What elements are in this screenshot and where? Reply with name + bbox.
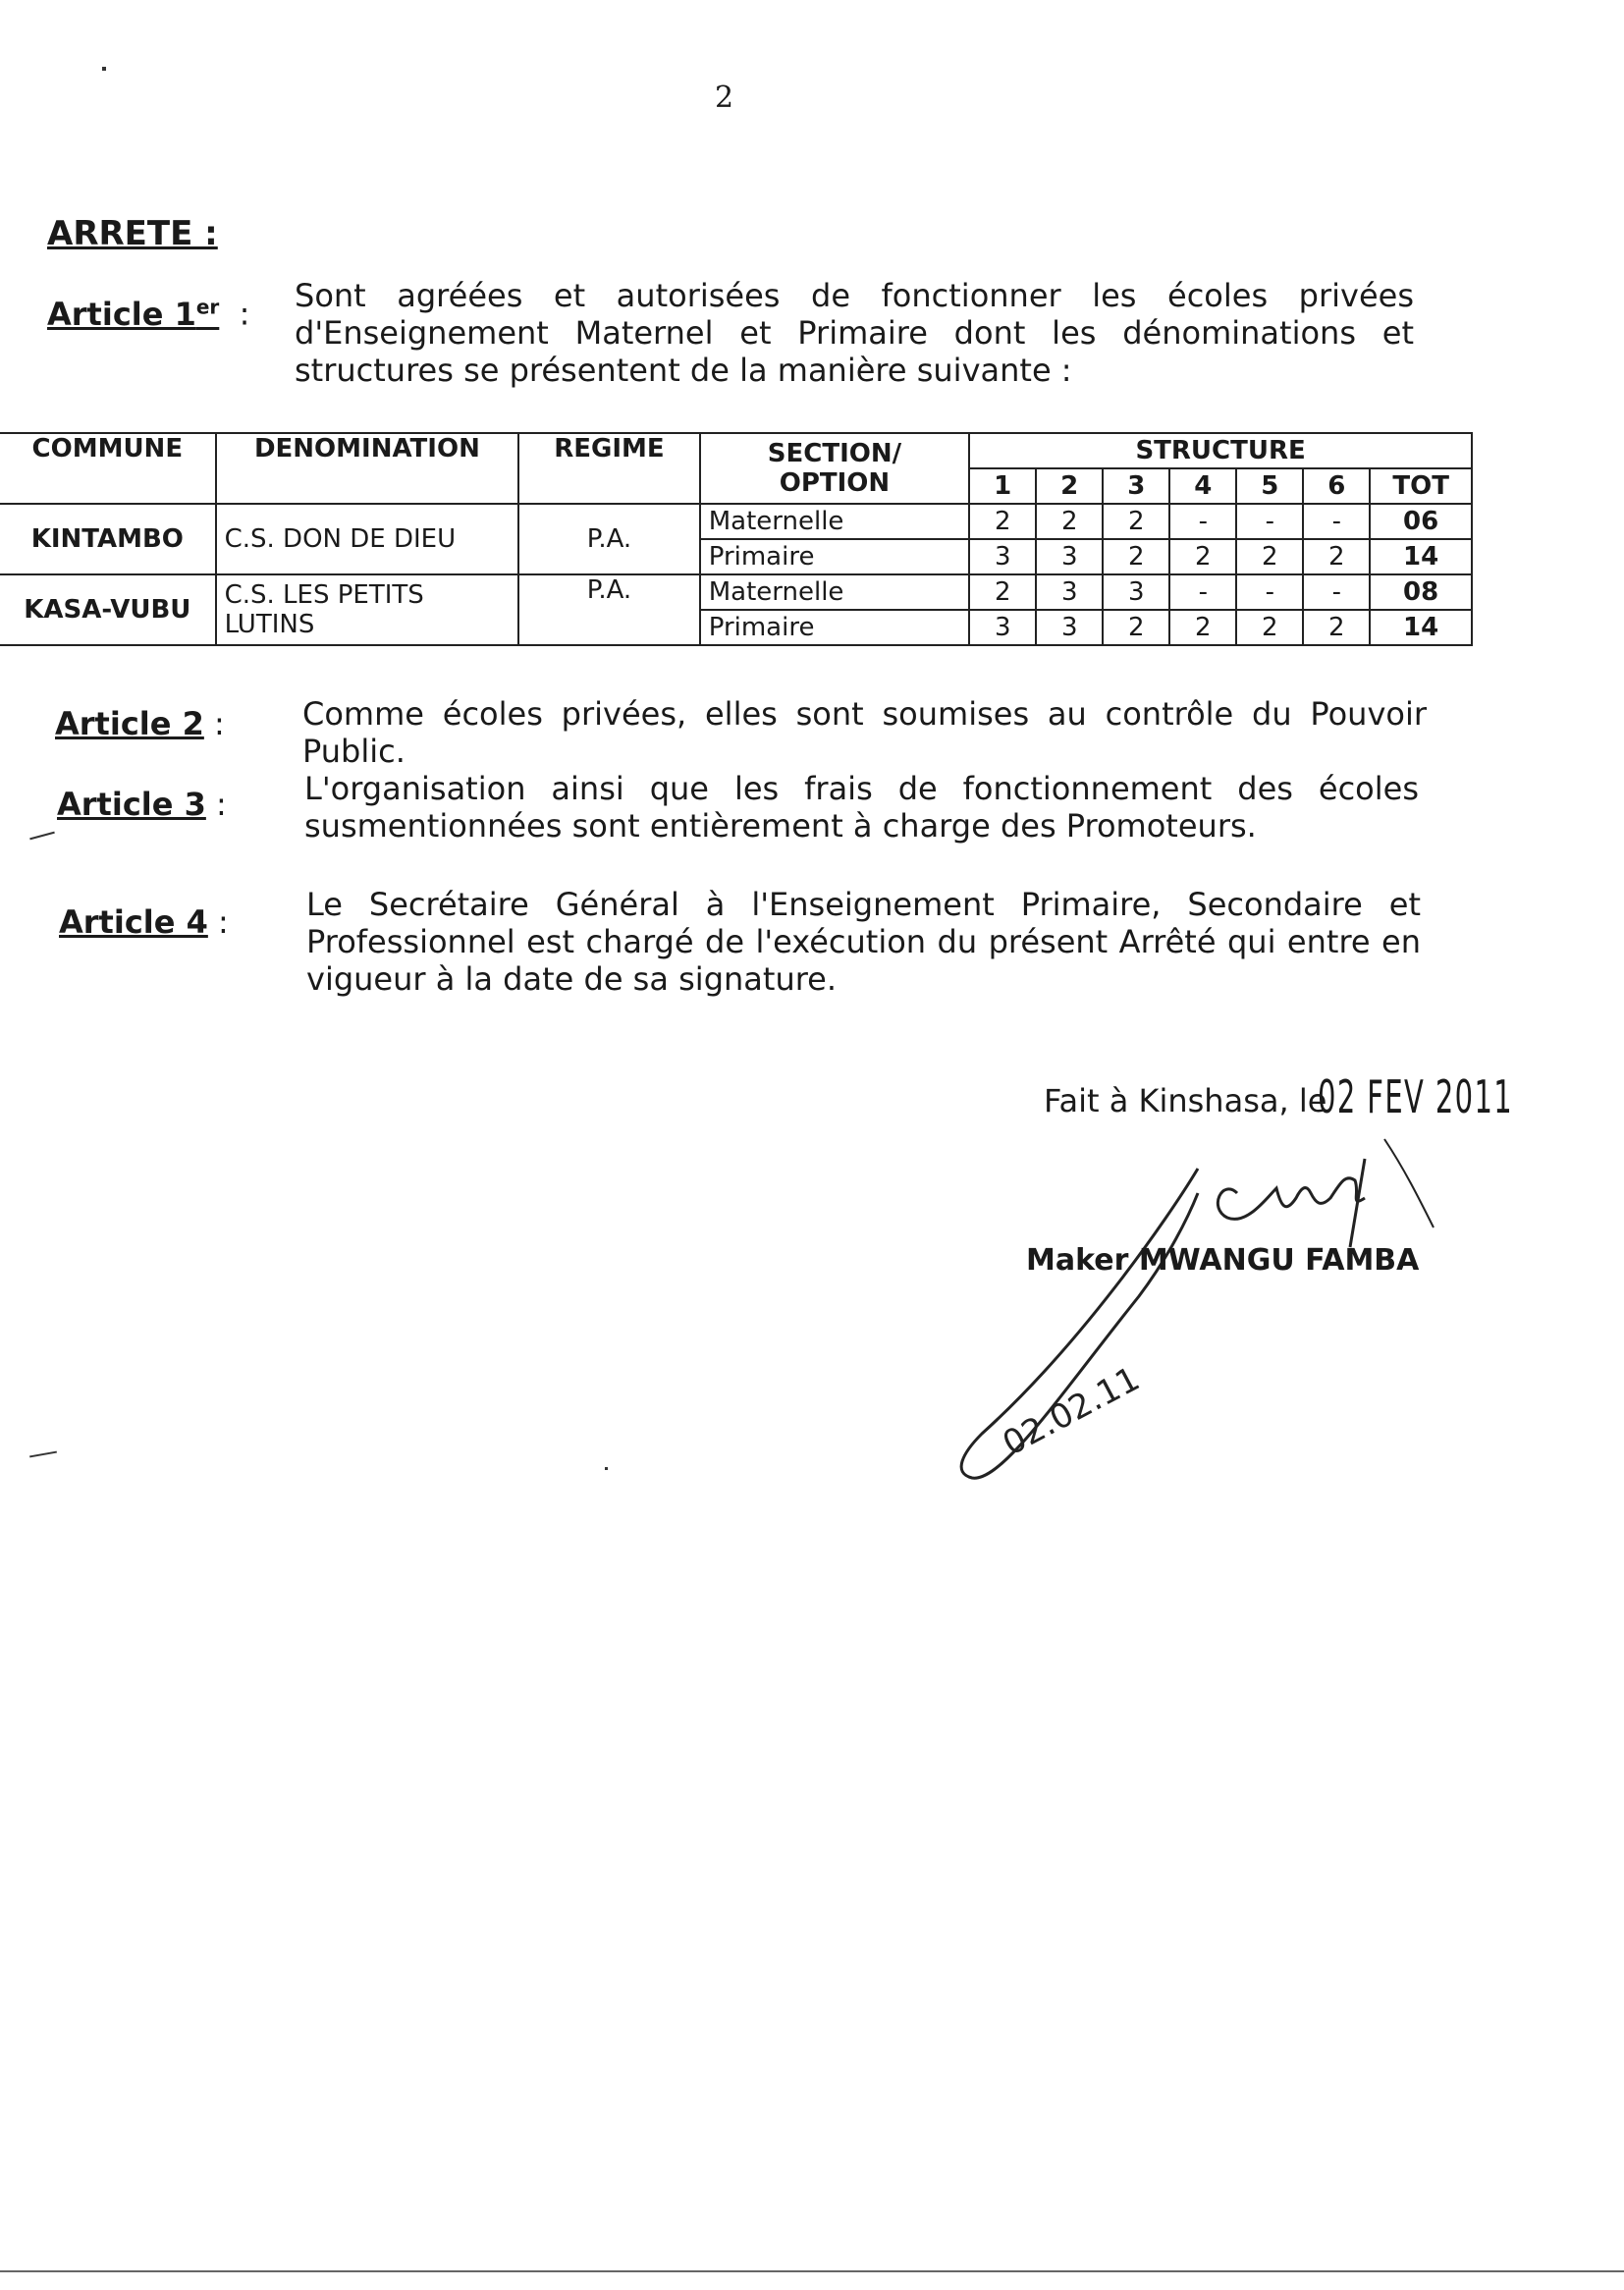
school-2-mat-total: 08 xyxy=(1370,574,1472,610)
header-total: TOT xyxy=(1370,468,1472,504)
page-number: 2 xyxy=(715,81,734,115)
article-3-text: L'organisation ainsi que les frais de fonctionnement des écoles susmentionnées sont entièrement à charge des Promoteurs. xyxy=(304,770,1419,845)
arrete-heading: ARRETE : xyxy=(47,214,218,253)
school-2-regime: P.A. xyxy=(518,574,700,645)
signature-drawing xyxy=(943,1100,1492,1512)
school-2-section-primaire: Primaire xyxy=(700,610,969,645)
school-2-denomination: C.S. LES PETITS LUTINS xyxy=(216,574,519,645)
school-1-prim-level-6: 2 xyxy=(1303,539,1370,574)
schools-structure-table xyxy=(0,432,1473,646)
scan-speck xyxy=(102,67,106,71)
header-level-6: 6 xyxy=(1303,468,1370,504)
article-2-text: Comme écoles privées, elles sont soumises au contrôle du Pouvoir Public. xyxy=(302,695,1427,770)
school-1-mat-level-5: - xyxy=(1236,504,1303,539)
school-2-prim-level-5: 2 xyxy=(1236,610,1303,645)
article-1-label: Article 1er : xyxy=(47,295,250,333)
article-1-superscript: er xyxy=(195,295,220,318)
school-1-prim-level-3: 2 xyxy=(1103,539,1169,574)
header-denomination: DENOMINATION xyxy=(216,433,519,504)
school-1-prim-total: 14 xyxy=(1370,539,1472,574)
school-2-prim-level-2: 3 xyxy=(1036,610,1103,645)
school-2-mat-level-5: - xyxy=(1236,574,1303,610)
school-1-mat-level-2: 2 xyxy=(1036,504,1103,539)
signer-name: Maker MWANGU FAMBA xyxy=(1026,1243,1420,1278)
school-2-prim-level-6: 2 xyxy=(1303,610,1370,645)
school-1-prim-level-2: 3 xyxy=(1036,539,1103,574)
page-bottom-rule xyxy=(0,2270,1624,2272)
school-1-section-maternelle: Maternelle xyxy=(700,504,969,539)
school-2-mat-level-3: 3 xyxy=(1103,574,1169,610)
school-1-prim-level-1: 3 xyxy=(969,539,1036,574)
header-level-4: 4 xyxy=(1169,468,1236,504)
school-1-mat-level-1: 2 xyxy=(969,504,1036,539)
school-2-mat-level-4: - xyxy=(1169,574,1236,610)
school-2-mat-level-2: 3 xyxy=(1036,574,1103,610)
school-1-denomination: C.S. DON DE DIEU xyxy=(216,504,519,574)
scan-speck xyxy=(605,1467,608,1470)
header-level-2: 2 xyxy=(1036,468,1103,504)
header-level-3: 3 xyxy=(1103,468,1169,504)
school-2-prim-level-1: 3 xyxy=(969,610,1036,645)
school-2-mat-level-6: - xyxy=(1303,574,1370,610)
signature-tail-stroke xyxy=(1384,1139,1434,1227)
school-2-prim-total: 14 xyxy=(1370,610,1472,645)
school-1-commune: KINTAMBO xyxy=(0,504,216,574)
article-3-title: Article 3 xyxy=(57,786,206,823)
header-structure: STRUCTURE xyxy=(969,433,1472,468)
handwritten-date: 02 FEV 2011 xyxy=(1318,1070,1514,1123)
article-4-text: Le Secrétaire Général à l'Enseignement Primaire, Secondaire et Professionnel est chargé de l'exécution du présent Arrêté qui entre en vigueur à la date de sa signature. xyxy=(306,886,1421,998)
school-2-commune: KASA-VUBU xyxy=(0,574,216,645)
header-level-5: 5 xyxy=(1236,468,1303,504)
scan-mark xyxy=(29,832,55,841)
article-2-title: Article 2 xyxy=(55,705,204,742)
table-row xyxy=(0,574,1472,610)
school-2-section-maternelle: Maternelle xyxy=(700,574,969,610)
school-1-prim-level-4: 2 xyxy=(1169,539,1236,574)
scan-mark xyxy=(29,1451,57,1458)
header-section-option: SECTION/ OPTION xyxy=(700,433,969,504)
place-and-date-line: Fait à Kinshasa, le xyxy=(1044,1082,1327,1119)
header-level-1: 1 xyxy=(969,468,1036,504)
table-row xyxy=(0,504,1472,539)
header-regime: REGIME xyxy=(518,433,700,504)
school-2-prim-level-3: 2 xyxy=(1103,610,1169,645)
school-2-prim-level-4: 2 xyxy=(1169,610,1236,645)
school-1-mat-total: 06 xyxy=(1370,504,1472,539)
article-4-label: Article 4 : xyxy=(59,903,229,941)
signature-vertical-stroke xyxy=(1350,1159,1365,1247)
school-1-mat-level-4: - xyxy=(1169,504,1236,539)
signature-scribble-stroke xyxy=(1218,1178,1365,1220)
school-1-regime: P.A. xyxy=(518,504,700,574)
school-2-mat-level-1: 2 xyxy=(969,574,1036,610)
school-1-mat-level-3: 2 xyxy=(1103,504,1169,539)
school-1-mat-level-6: - xyxy=(1303,504,1370,539)
school-1-prim-level-5: 2 xyxy=(1236,539,1303,574)
article-1-title: Article 1 xyxy=(47,295,196,333)
article-2-label: Article 2 : xyxy=(55,705,225,742)
article-4-title: Article 4 xyxy=(59,903,208,941)
table-header-row xyxy=(0,433,1472,468)
article-1-text: Sont agréées et autorisées de fonctionner les écoles privées d'Enseignement Maternel et Primaire dont les dénominations et structures se présentent de la manière suivante : xyxy=(295,277,1414,389)
article-3-label: Article 3 : xyxy=(57,786,227,823)
school-1-section-primaire: Primaire xyxy=(700,539,969,574)
handwritten-initial-date: 02.02.11 xyxy=(996,1359,1147,1464)
header-commune: COMMUNE xyxy=(0,433,216,504)
